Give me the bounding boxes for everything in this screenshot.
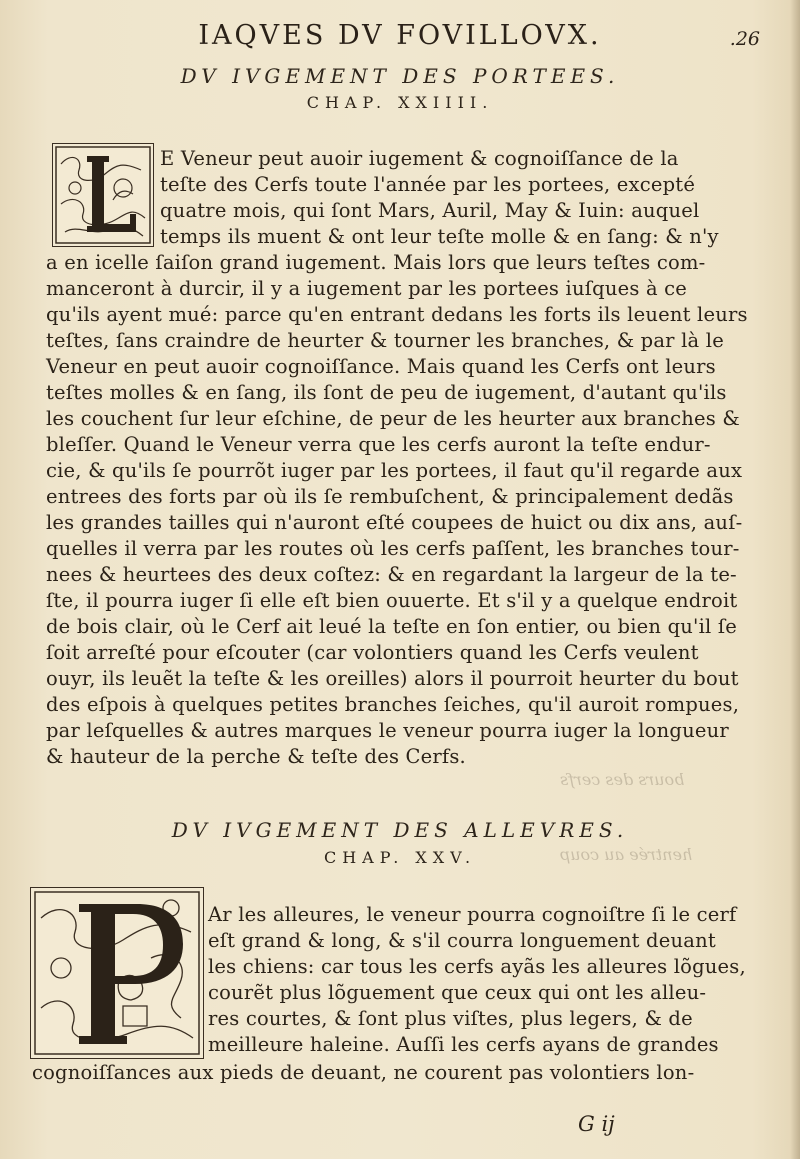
text-line: nees & heurtees des deux coſtez: & en regardant la largeur de la te- [46, 563, 737, 586]
running-head [0, 20, 800, 56]
text-line: a en icelle ſaiſon grand iugement. Mais lors que leurs teſtes com- [46, 251, 706, 274]
text-line: par leſquelles & autres marques le veneur pourra iuger la longueur [46, 719, 729, 742]
text-line: les chiens: car tous les cerfs ayãs les alleures lõgues, [208, 955, 746, 978]
chapter-title: DV IVGEMENT DES ALLEVRES. [171, 818, 629, 842]
text-line: quatre mois, qui ſont Mars, Auril, May & Iuin: auquel [160, 199, 700, 222]
decorated-initial-l-icon [52, 143, 154, 247]
text-line: teſtes, ſans craindre de heurter & tourner les branches, & par là le [46, 329, 724, 352]
signature-mark: G ij [578, 1112, 615, 1136]
text-line: E Veneur peut auoir iugement & cognoiſſance de la [160, 147, 679, 170]
text-line: teſte des Cerfs toute l'année par les portees, excepté [160, 173, 696, 196]
text-line: qu'ils ayent mué: parce qu'en entrant dedans les forts ils leuent leurs [46, 303, 748, 326]
text-line: bleſſer. Quand le Veneur verra que les cerfs auront la teſte endur- [46, 433, 711, 456]
text-line: cognoiſſances aux pieds de deuant, ne courent pas volontiers lon- [32, 1061, 695, 1084]
page-number: .26 [729, 28, 760, 50]
text-line: Ar les alleures, le veneur pourra cognoiſtre ſi le cerf [208, 903, 737, 926]
text-line: de bois clair, où le Cerf ait leué la teſte en ſon entier, ou bien qu'il ſe [46, 615, 737, 638]
text-line: & hauteur de la perche & teſte des Cerfs. [46, 745, 466, 768]
text-line: courẽt plus lõguement que ceux qui ont les alleu- [208, 981, 707, 1004]
text-line: ſoit arreſté pour eſcouter (car volontiers quand les Cerfs veulent [46, 641, 699, 664]
page-edge-shadow [790, 0, 800, 1159]
decorated-initial-p-icon [30, 887, 204, 1059]
text-line: les grandes tailles qui n'auront eſté coupees de huict ou dix ans, auſ- [46, 511, 743, 534]
text-line: teſtes molles & en ſang, ils ſont de peu de iugement, d'autant qu'ils [46, 381, 727, 404]
text-line: temps ils muent & ont leur teſte molle & en ſang: & n'y [160, 225, 719, 248]
text-line: entrees des forts par où ils ſe rembuſchent, & principalement dedãs [46, 485, 734, 508]
chapter-number: CHAP. XXIIII. [306, 93, 494, 112]
text-line: ouyr, ils leuẽt la teſte & les oreilles) alors il pourroit heurter du bout [46, 667, 739, 690]
running-title: IAQVES DV FOVILLOVX. [198, 20, 602, 51]
text-line: ſte, il pourra iuger ſi elle eſt bien ouuerte. Et s'il y a quelque endroit [46, 589, 738, 612]
chapter-number: CHAP. XXV. [323, 848, 477, 867]
text-line: meilleure haleine. Auſſi les cerfs ayans de grandes [208, 1033, 719, 1056]
text-line: des eſpois à quelques petites branches ſeiches, qu'il auroit rompues, [46, 693, 740, 716]
show-through-text: hentrée au coup [560, 845, 693, 864]
text-line: les couchent ſur leur eſchine, de peur de les heurter aux branches & [46, 407, 740, 430]
text-line: res courtes, & ſont plus viſtes, plus legers, & de [208, 1007, 693, 1030]
show-through-text: bours des cerfs [560, 770, 685, 789]
text-line: quelles il verra par les routes où les cerfs paſſent, les branches tour- [46, 537, 740, 560]
chapter-title: DV IVGEMENT DES PORTEES. [180, 64, 620, 88]
text-line: eſt grand & long, & s'il courra longuement deuant [208, 929, 716, 952]
text-line: cie, & qu'ils ſe pourrõt iuger par les portees, il faut qu'il regarde aux [46, 459, 743, 482]
text-line: Veneur en peut auoir cognoiſſance. Mais quand les Cerfs ont leurs [46, 355, 716, 378]
text-line: manceront à durcir, il y a iugement par les portees iuſques à ce [46, 277, 688, 300]
